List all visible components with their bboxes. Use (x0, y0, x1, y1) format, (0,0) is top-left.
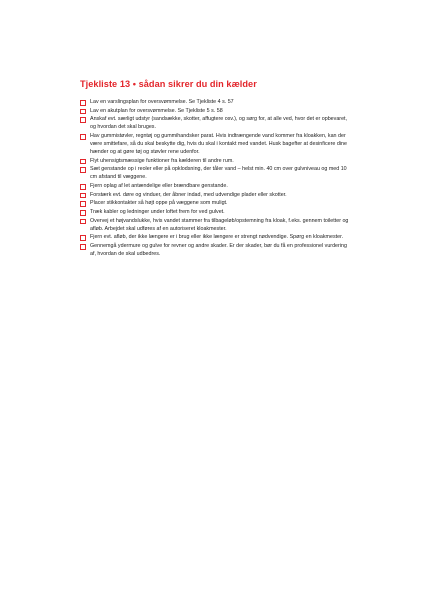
checklist-item-text: Sæt genstande op i reoler eller på opklodsning, der tåler vand – helst min. 40 cm over gulvniveau og med 10 cm afstand til væggene. (90, 166, 347, 181)
checklist-item-text: Overvej et højvandslukke, hvis vandet stammer fra tilbageløb/opstemning fra kloak, f.eks. gennem toiletter og afløb. Arbejdet skal udføres af en autoriseret kloakmester. (90, 217, 349, 232)
checklist-item-text: Flyt uhensigtsmæssige funktioner fra kælderen til andre rum. (90, 157, 234, 164)
checklist-item (80, 165, 352, 181)
checklist-item (80, 199, 352, 207)
checklist-item (80, 191, 352, 199)
checklist-item-text: Lav en akutplan for oversvømmelse. Se Tjekliste 5 s. 58 (90, 107, 223, 114)
checklist-item (80, 233, 352, 241)
checklist-item-text: Fjern evt. afløb, der ikke længere er i brug eller ikke længere er strengt nødvendige. Spørg en kloakmester. (90, 234, 344, 241)
checklist-item-text: Forstærk evt. døre og vinduer, der åbner indad, med udvendige plader eller skotter. (90, 191, 287, 198)
checklist-item-text: Anskaf evt. særligt udstyr (sandsække, skotter, affugtere osv.), og sørg for, at alle ved, hvor det er opbevaret, og hvordan det skal bruges. (90, 116, 348, 131)
checkbox-icon (80, 100, 86, 106)
checkbox-icon (80, 210, 86, 216)
checklist-item (80, 107, 352, 115)
checkbox-icon (80, 184, 86, 190)
checkbox-icon (80, 134, 86, 140)
checklist-title: Tjekliste 13 • sådan sikrer du din kælder (80, 79, 257, 89)
checkbox-icon (80, 201, 86, 207)
checklist-item-text: Lav en varslingsplan for oversvømmelse. Se Tjekliste 4 s. 57 (90, 99, 234, 105)
checklist-item (80, 157, 352, 165)
checkbox-icon (80, 219, 86, 225)
checklist-item (80, 182, 352, 190)
checklist-item (80, 208, 352, 216)
checklist-item-text: Træk kabler og ledninger under loftet frem for ved gulvet. (90, 208, 225, 215)
checkbox-icon (80, 235, 86, 241)
checklist-item-text: Hav gummistøvler, regntøj og gummihandsker parat. Hvis indtrængende vand kommer fra kloakken, kan der være smittefare, så du skal beskytte dig, hvis du skal i kontakt med vandet. Husk bagefter at desinficere dine hænder og at gøre tøj og støvler rene udenfor. (90, 132, 347, 156)
checkbox-icon (80, 117, 86, 123)
checkbox-icon (80, 159, 86, 165)
checklist-item (80, 115, 352, 131)
checklist-item (80, 242, 352, 258)
checklist-item-text: Gennemgå ydermure og gulve for revner og andre skader. Er der skader, bør du få en professionel vurdering af, hvordan de skal udbedres. (90, 242, 347, 257)
checkbox-icon (80, 109, 86, 115)
checkbox-icon (80, 193, 86, 199)
checklist-item-text: Placer stikkontakter så højt oppe på væggene som muligt. (90, 200, 228, 207)
checkbox-icon (80, 167, 86, 173)
checkbox-icon (80, 244, 86, 250)
checklist (80, 98, 352, 259)
checklist-item (80, 98, 352, 106)
checklist-item-text: Fjern oplag af let antændelige eller brændbare genstande. (90, 183, 228, 190)
checklist-item (80, 132, 352, 156)
checklist-item (80, 217, 352, 233)
